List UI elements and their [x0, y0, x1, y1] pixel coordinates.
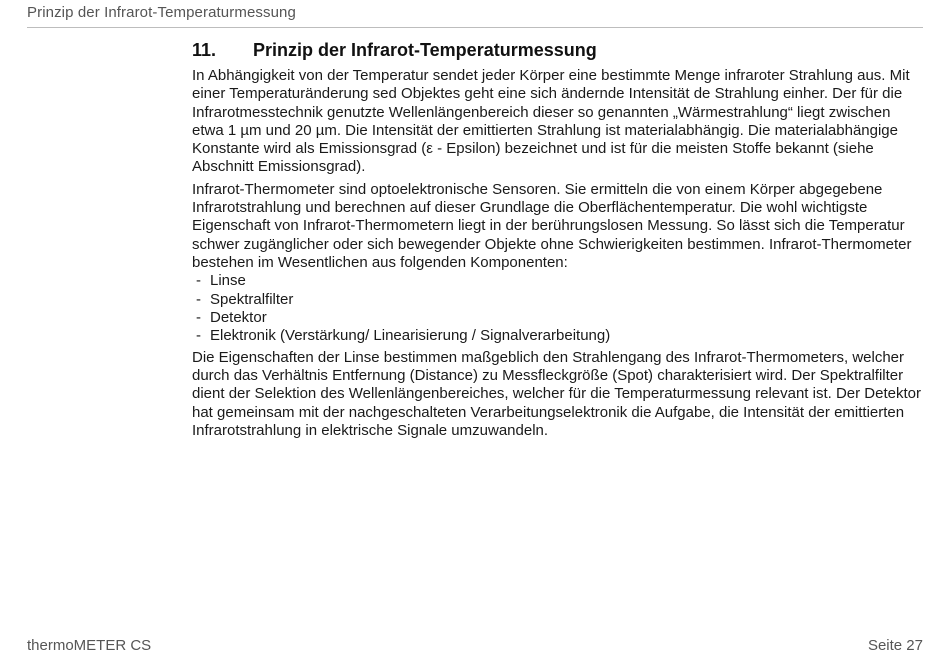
list-item-text: Linse	[210, 272, 246, 290]
list-bullet: -	[196, 327, 201, 345]
section-heading	[192, 39, 924, 61]
section-title: Prinzip der Infrarot-Temperaturmessung	[253, 40, 597, 60]
list-bullet: -	[196, 290, 201, 308]
paragraph-thermometer: Infrarot-Thermometer sind optoelektronische Sensoren. Sie ermitteln die von einem Körper abgegebene Infrarotstrahlung und berechnen auf dieser Grundlage die Oberflächentemperatur. Die wohl wichtigste Eigenschaft von Infrarot-Thermometern liegt in der berührungslosen Messung. So lässt sich die Temperatur schwer zugänglicher oder sich bewegender Objekte ohne Schwierigkeiten bestimmen. Infrarot-Thermometer bestehen im Wesentlichen aus folgenden Komponenten:	[192, 180, 912, 271]
list-item	[192, 291, 924, 309]
running-header: Prinzip der Infrarot-Temperaturmessung	[27, 4, 296, 21]
list-item	[192, 272, 924, 290]
list-bullet: -	[196, 309, 201, 327]
footer-page-number: Seite 27	[867, 637, 923, 654]
paragraph-intro: In Abhängigkeit von der Temperatur sendet jeder Körper eine bestimmte Menge infraroter Strahlung aus. Mit einer Temperaturänderung sed Objektes geht eine sich ändernde Intensität de Strahlung einher. Der für die Infrarotmesstechnik genutzte Wellenlängenbereich dieser so genannten „Wärmestrahlung“ liegt zwischen etwa 1 µm und 20 µm. Die Intensität der emittierten Strahlung ist materialabhängig. Die materialabhängige Konstante wird als Emissionsgrad (ε - Epsilon) bezeichnet und ist für die meisten Stoffe bekannt (siehe Abschnitt Emissionsgrad).	[192, 67, 910, 176]
section-number: 11.	[192, 40, 217, 60]
footer-product-name: thermoMETER CS	[27, 637, 152, 654]
list-bullet: -	[196, 272, 201, 290]
list-item-text: Elektronik (Verstärkung/ Linearisierung / Signalverarbeitung)	[210, 327, 611, 345]
paragraph-components: Die Eigenschaften der Linse bestimmen maßgeblich den Strahlengang des Infrarot-Thermometers, welcher durch das Verhältnis Entfernung (Distance) zu Messfleckgröße (Spot) charakterisiert wird. Der Spektralfilter dient der Selektion des Wellenlängenbereiches, welcher für die Temperaturmessung relevant ist. Der Detektor hat gemeinsam mit der nachgeschalteten Verarbeitungselektronik die Aufgabe, die Intensität der emittierten Infrarotstrahlung in elektrische Signale umzuwandeln.	[192, 348, 921, 440]
list-item	[192, 309, 924, 327]
page-content	[192, 39, 924, 444]
header-divider	[27, 27, 923, 28]
list-item-text: Spektralfilter	[210, 290, 294, 308]
list-item	[192, 327, 924, 345]
list-item-text: Detektor	[210, 309, 267, 327]
component-list	[192, 272, 924, 346]
